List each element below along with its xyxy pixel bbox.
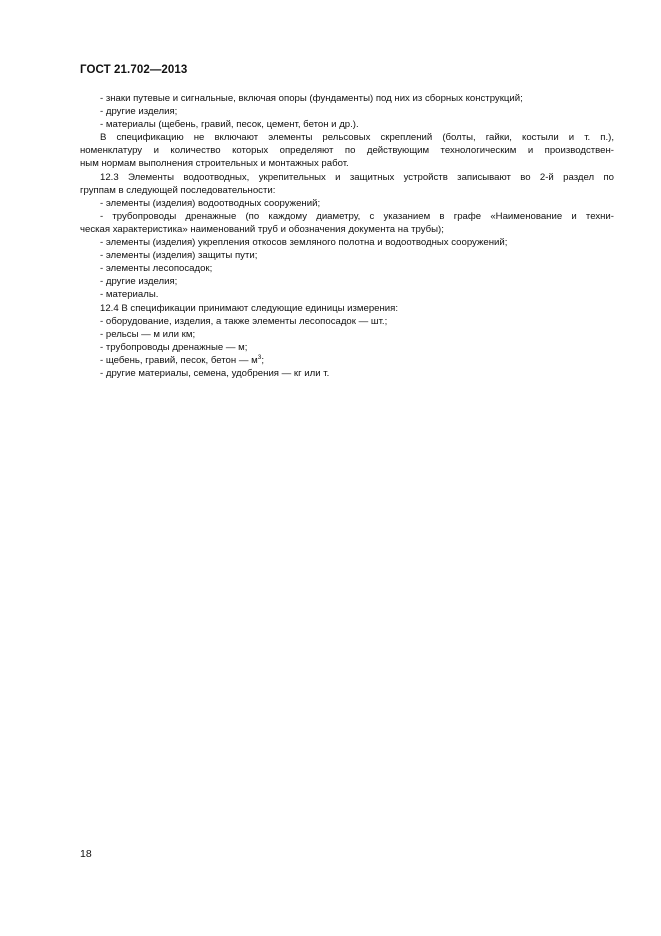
list-item — [80, 354, 614, 367]
list-item: - трубопроводы дренажные — м; — [100, 341, 248, 353]
list-item: - рельсы — м или км; — [100, 328, 196, 340]
paragraph-line: номенклатуру и количество которых определяют по действующим технологическим и производствен- — [80, 145, 614, 157]
list-item: - другие материалы, семена, удобрения — кг или т. — [100, 367, 330, 379]
list-item: - материалы (щебень, гравий, песок, цемент, бетон и др.). — [100, 119, 359, 131]
list-item: - знаки путевые и сигнальные, включая опоры (фундаменты) под них из сборных конструкций; — [100, 93, 523, 104]
list-item-punct: ; — [261, 354, 264, 366]
list-item-text: - щебень, гравий, песок, бетон — м — [100, 354, 258, 366]
superscript: 3 — [257, 353, 262, 361]
section-12-3-line: 12.3 Элементы водоотводных, укрепительных и защитных устройств записывают во 2-й раздел по — [100, 171, 614, 183]
document-body — [80, 92, 614, 380]
paragraph-line: ным нормам выполнения строительных и монтажных работ. — [80, 158, 349, 170]
paragraph-line: группам в следующей последовательности: — [80, 184, 276, 196]
list-item: - другие изделия; — [100, 106, 178, 118]
list-item: - другие изделия; — [100, 276, 178, 288]
list-item: - оборудование, изделия, а также элементы лесопосадок — шт.; — [100, 315, 388, 327]
list-item: - элементы (изделия) укрепления откосов земляного полотна и водоотводных сооружений; — [100, 237, 508, 249]
list-item: - трубопроводы дренажные (по каждому диаметру, с указанием в графе «Наименование и техни- — [100, 210, 614, 222]
page-number: 18 — [80, 848, 92, 860]
section-12-4-line: 12.4 В спецификации принимают следующие единицы измерения: — [100, 302, 399, 314]
paragraph-line: ческая характеристика» наименований труб и обозначения документа на трубы); — [80, 223, 444, 235]
list-item: - материалы. — [100, 289, 159, 301]
document-header: ГОСТ 21.702—2013 — [80, 64, 188, 76]
paragraph-line: В спецификацию не включают элементы рельсовых скреплений (болты, гайки, костыли и т. п.), — [100, 132, 614, 144]
list-item: - элементы (изделия) водоотводных сооружений; — [100, 197, 321, 209]
list-item: - элементы лесопосадок; — [100, 263, 213, 275]
list-item: - элементы (изделия) защиты пути; — [100, 250, 258, 262]
